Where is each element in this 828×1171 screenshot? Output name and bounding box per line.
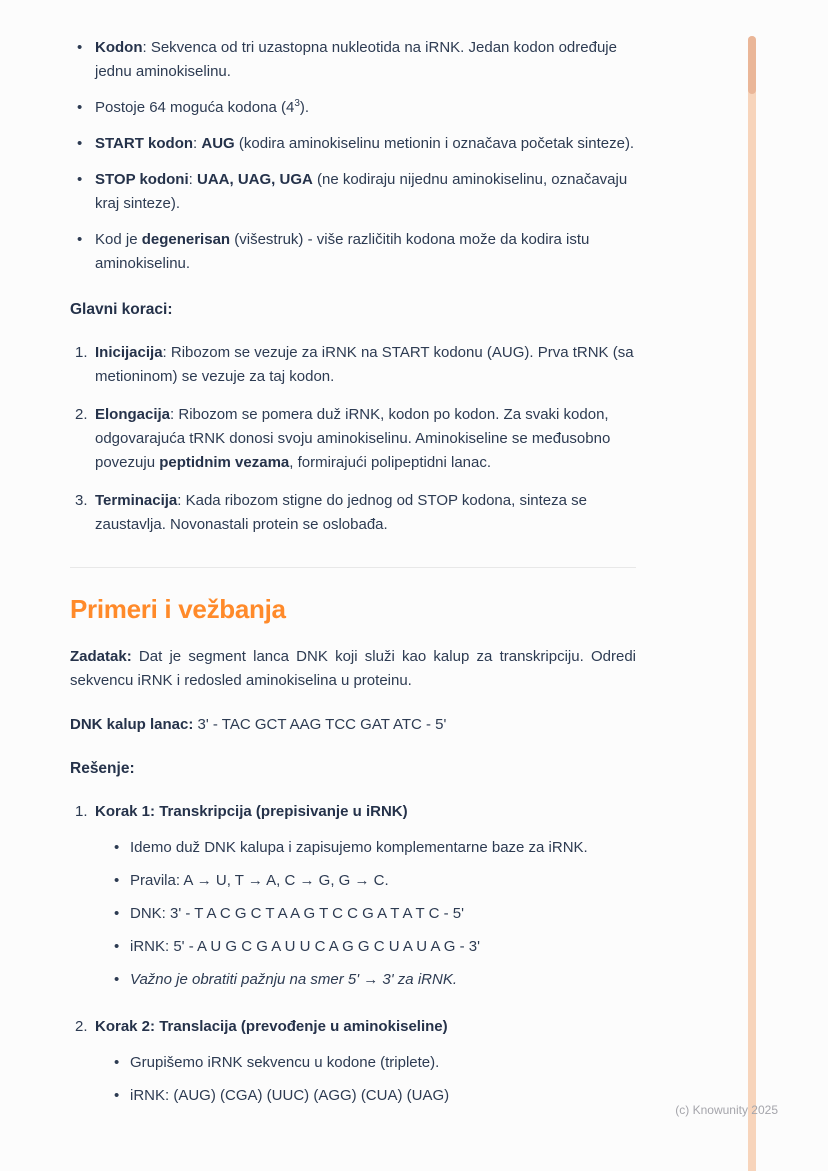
text-run: , formirajući polipeptidni lanac. xyxy=(289,453,492,471)
sub-bullet-text: DNK: 3' - T A C G C T A A G T C C G A T A T C - 5' xyxy=(130,904,464,922)
text-run: : Kada ribozom stigne do jednog od STOP kodona, sinteza se zaustavlja. Novonastali protein se oslobađa. xyxy=(95,491,587,533)
list-item-64-kodona xyxy=(70,96,636,120)
section-heading-primeri: Primeri i vežbanja xyxy=(70,593,286,624)
document-content xyxy=(70,36,636,1131)
bullet-marker xyxy=(70,36,95,84)
bullet-text xyxy=(95,96,636,120)
bullet-marker xyxy=(113,968,130,992)
step-text xyxy=(95,489,636,537)
bullet-marker xyxy=(70,228,95,276)
bold-term: degenerisan xyxy=(141,231,231,248)
step-number: 2. xyxy=(75,1017,88,1035)
text-run: (kodira aminokiselinu metionin i označava početak sinteze). xyxy=(234,135,635,152)
text-run: Postoje 64 moguća kodona (4 xyxy=(95,99,295,116)
step-number: 3. xyxy=(75,491,88,509)
step-number: 1. xyxy=(75,343,88,361)
bullet-text xyxy=(95,168,636,216)
ordered-step-list xyxy=(70,341,636,537)
bullet-marker xyxy=(113,869,130,893)
sub-list-item xyxy=(95,1084,636,1108)
heading-resenje: Rešenje: xyxy=(70,759,135,777)
sub-bullet-list xyxy=(95,836,636,992)
text-run: (ne kodiraju nijednu aminokiselinu, označavaju kraj sinteze). xyxy=(95,171,628,212)
bullet-marker xyxy=(113,836,130,860)
bullet-marker xyxy=(70,96,95,120)
bullet-marker xyxy=(70,168,95,216)
bullet-text xyxy=(95,228,636,276)
step-title: Korak 1: Transkripcija (prepisivanje u iRNK) xyxy=(95,802,408,820)
bold-label: DNK kalup lanac: xyxy=(70,715,194,733)
bold-term: peptidnim vezama xyxy=(159,453,290,471)
bullet-marker xyxy=(70,132,95,156)
list-item-stop-kodoni xyxy=(70,168,636,216)
paragraph-zadatak xyxy=(70,645,636,693)
solution-step-2 xyxy=(70,1015,636,1117)
step-title: Korak 2: Translacija (prevođenje u aminokiseline) xyxy=(95,1017,448,1035)
text-run: : Sekvenca od tri uzastopna nukleotida na iRNK. Jedan kodon određuje jednu aminokiselinu. xyxy=(95,39,617,80)
bullet-text xyxy=(95,36,636,84)
superscript: 3 xyxy=(294,98,300,109)
bullet-text xyxy=(95,132,636,156)
sub-list-item xyxy=(95,902,636,926)
text-run: : Ribozom se vezuje za iRNK na START kodonu (AUG). Prva tRNK (sa metioninom) se vezuje za taj kodon. xyxy=(95,343,634,385)
sub-bullet-text: Pravila: A → U, T → A, C → G, G → C. xyxy=(130,871,389,889)
text-run: 3' - TAC GCT AAG TCC GAT ATC - 5' xyxy=(193,715,447,733)
sub-bullet-text: iRNK: 5' - A U G C G A U U C A G G C U A U A G - 3' xyxy=(130,937,481,955)
heading-glavni-koraci: Glavni koraci: xyxy=(70,301,173,318)
bullet-marker xyxy=(113,902,130,926)
bold-term: STOP kodoni xyxy=(95,171,189,188)
sub-list-item xyxy=(95,1051,636,1075)
step-number: 1. xyxy=(75,802,88,820)
bold-term: UAA, UAG, UGA xyxy=(196,171,313,188)
list-item-kodon xyxy=(70,36,636,84)
solution-step-1 xyxy=(70,800,636,1001)
step-text xyxy=(95,341,636,389)
text-run: : xyxy=(188,171,197,188)
bullet-marker xyxy=(113,1084,130,1108)
italic-note: Važno je obratiti pažnju na smer 5' → 3' za iRNK. xyxy=(130,970,457,988)
section-divider xyxy=(70,567,636,568)
solution-step-list xyxy=(70,800,636,1117)
text-run: (višestruk) - više različitih kodona može da kodira istu aminokiselinu. xyxy=(95,231,590,272)
bold-term: Elongacija xyxy=(95,405,171,423)
sub-list-item xyxy=(95,836,636,860)
sub-bullet-list xyxy=(95,1051,636,1108)
text-run: : Ribozom se pomera duž iRNK, kodon po kodon. Za svaki kodon, odgovarajuća tRNK donosi svoju aminokiselinu. Aminokiseline se međusobno povezuju xyxy=(95,405,611,471)
bullet-marker xyxy=(113,1051,130,1075)
page-edge-stripe xyxy=(748,36,756,1171)
copyright-text: (c) Knowunity 2025 xyxy=(675,1103,778,1117)
text-run: ). xyxy=(299,99,310,116)
step-elongacija xyxy=(70,403,636,475)
bold-term: Kodon xyxy=(95,39,143,56)
bold-term: AUG xyxy=(201,135,235,152)
sub-bullet-text: iRNK: (AUG) (CGA) (UUC) (AGG) (CUA) (UAG) xyxy=(130,1086,450,1104)
bullet-marker xyxy=(113,935,130,959)
text-run: Kod je xyxy=(95,231,142,248)
step-number: 2. xyxy=(75,405,88,423)
text-run: : xyxy=(193,135,202,152)
bold-term: Inicijacija xyxy=(95,343,163,361)
sub-bullet-text: Grupišemo iRNK sekvencu u kodone (triplete). xyxy=(130,1053,440,1071)
step-inicijacija xyxy=(70,341,636,389)
list-item-degenerisan xyxy=(70,228,636,276)
list-item-start-kodon xyxy=(70,132,636,156)
bold-term: Terminacija xyxy=(95,491,178,509)
bold-label: Zadatak: xyxy=(70,647,132,665)
sub-bullet-text: Idemo duž DNK kalupa i zapisujemo komplementarne baze za iRNK. xyxy=(130,838,588,856)
step-terminacija xyxy=(70,489,636,537)
paragraph-dnk-kalup xyxy=(70,713,636,737)
bold-term: START kodon xyxy=(95,135,194,152)
step-text xyxy=(95,403,636,475)
sub-list-item xyxy=(95,935,636,959)
sub-list-item-note xyxy=(95,968,636,992)
step-content xyxy=(95,1015,636,1117)
intro-bullet-list xyxy=(70,36,636,276)
page-edge-stripe-cap xyxy=(748,36,756,94)
sub-list-item xyxy=(95,869,636,893)
step-content xyxy=(95,800,636,1001)
text-run: Dat je segment lanca DNK koji služi kao kalup za transkripciju. Odredi sekvencu iRNK i redosled aminokiselina u proteinu. xyxy=(70,647,636,689)
